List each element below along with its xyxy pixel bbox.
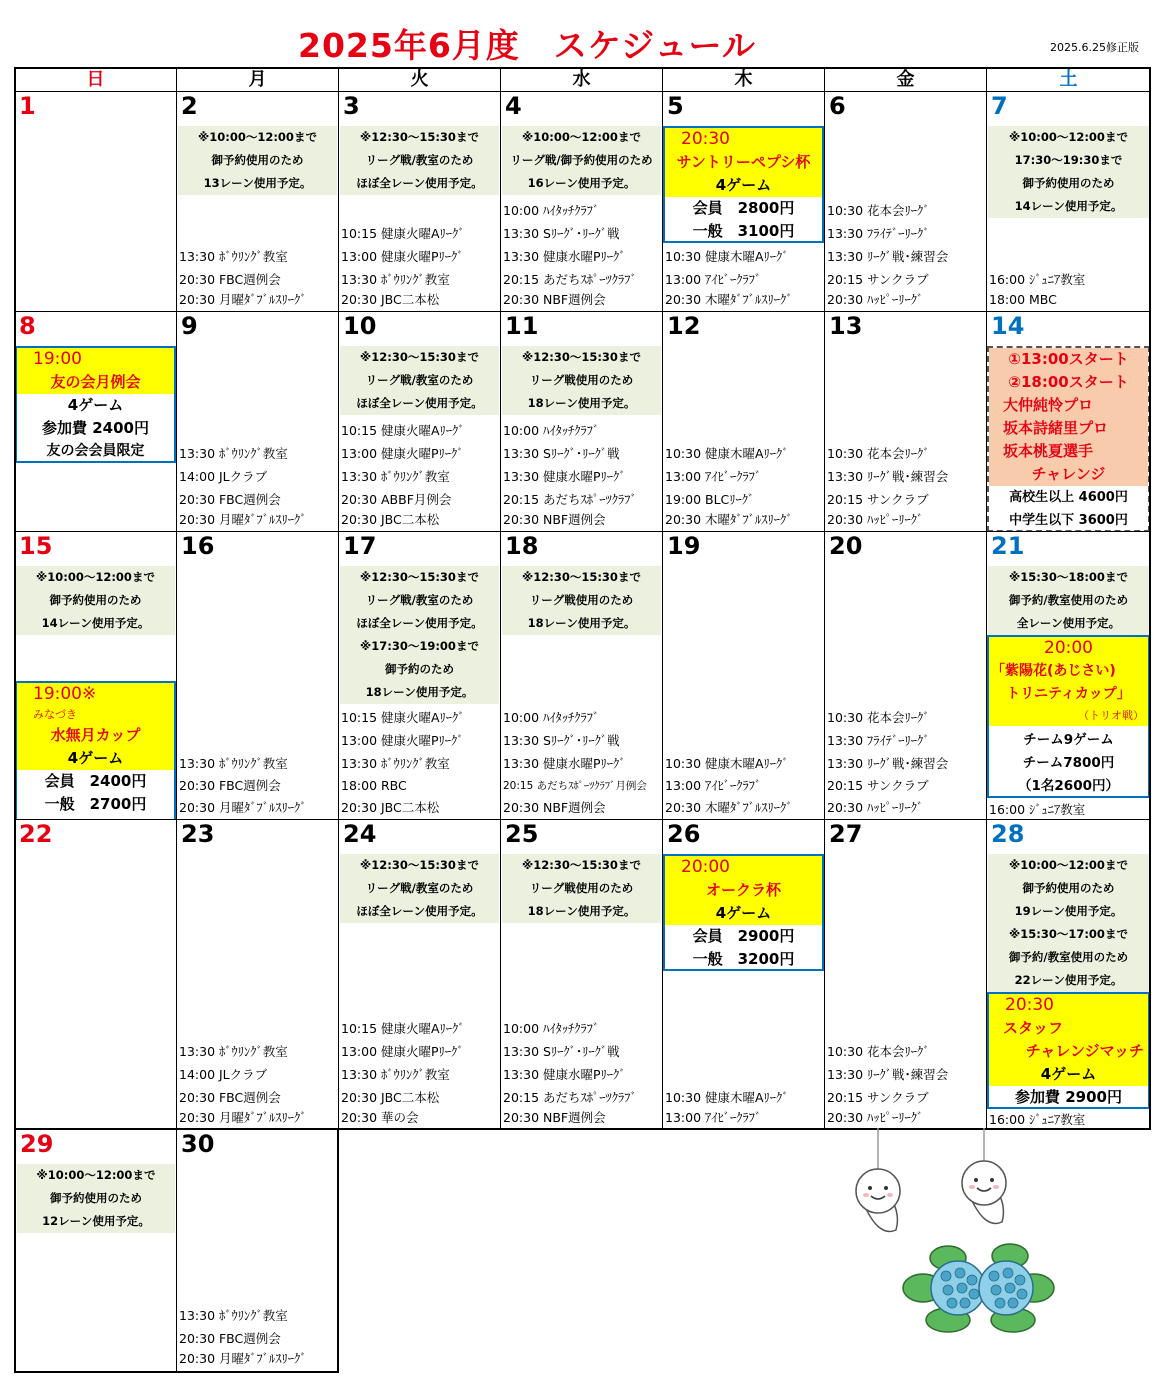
special-time: 20:30 — [681, 129, 730, 149]
note-line: 18レーン使用予定。 — [527, 904, 636, 918]
special-event-box[interactable] — [663, 854, 824, 971]
event-item: 14:00 JLクラブ — [179, 469, 268, 484]
weekday-thu: 木 — [662, 67, 825, 92]
event-item: 13:00 ｱｲﾋﾞｰｸﾗﾌﾞ — [665, 272, 762, 287]
event-item: 20:30 月曜ﾀﾞﾌﾞﾙｽﾘｰｸﾞ — [179, 1110, 307, 1125]
event-item: 13:00 健康火曜Pﾘｰｸﾞ — [341, 249, 464, 264]
event-item: 13:00 ｱｲﾋﾞｰｸﾗﾌﾞ — [665, 469, 762, 484]
day-cell[interactable] — [824, 91, 987, 312]
special-guest: 坂本詩緒里プロ — [1003, 419, 1109, 437]
event-item: 13:30 ﾎﾞｳﾘﾝｸﾞ教室 — [179, 249, 288, 264]
event-item: 16:00 ｼﾞｭﾆｱ教室 — [989, 802, 1086, 817]
day-number: 9 — [181, 312, 198, 340]
reservation-note — [340, 126, 499, 195]
day-cell[interactable] — [14, 1129, 177, 1373]
day-number: 29 — [20, 1130, 54, 1158]
weekday-mon: 月 — [176, 67, 339, 92]
reservation-note — [340, 346, 499, 415]
note-line: ※15:30～18:00まで — [1009, 570, 1128, 584]
day-cell[interactable] — [986, 819, 1151, 1130]
event-item: 10:30 健康木曜Aﾘｰｸﾞ — [665, 249, 789, 264]
note-line: ※17:30～19:00まで — [360, 639, 479, 653]
reservation-note — [988, 126, 1149, 218]
day-number: 6 — [829, 92, 846, 120]
event-item: 20:15 サンクラブ — [827, 778, 929, 793]
day-number: 3 — [343, 92, 360, 120]
teru-teru-bozu-left — [856, 1169, 900, 1231]
special-name: サントリーペプシ杯 — [676, 153, 811, 171]
event-item: 13:30 ﾎﾞｳﾘﾝｸﾞ教室 — [341, 469, 450, 484]
special-price-high: 高校生以上 4600円 — [1009, 490, 1128, 505]
day-number: 23 — [181, 820, 215, 848]
day-cell[interactable] — [500, 311, 663, 532]
note-line: 14レーン使用予定。 — [41, 616, 150, 630]
day-cell[interactable] — [338, 91, 501, 312]
note-line: 御予約使用のため — [1022, 176, 1115, 190]
event-item: 20:30 FBC週例会 — [179, 492, 281, 507]
hydrangea-icon — [903, 1244, 1054, 1332]
note-line: 12レーン使用予定。 — [42, 1214, 150, 1228]
special-games: 4ゲーム — [715, 176, 772, 194]
special-restriction: 友の会会員限定 — [46, 443, 145, 459]
day-cell[interactable] — [986, 311, 1151, 532]
day-cell[interactable] — [14, 91, 177, 312]
special-start-1: ①13:00スタート — [1008, 350, 1129, 368]
event-item: 10:30 健康木曜Aﾘｰｸﾞ — [665, 446, 789, 461]
day-number: 8 — [19, 312, 36, 340]
day-number: 10 — [343, 312, 377, 340]
event-item: 20:30 NBF週例会 — [503, 512, 606, 527]
event-item: 13:30 健康水曜Pﾘｰｸﾞ — [503, 756, 626, 771]
event-item: 20:15 あだちｽﾎﾟｰﾂｸﾗﾌﾞ月例会 — [503, 780, 647, 792]
special-guest: 大仲純怜プロ — [1003, 396, 1094, 414]
reservation-note — [178, 126, 337, 195]
note-line: 御予約のため — [385, 662, 454, 676]
event-item: 20:30 月曜ﾀﾞﾌﾞﾙｽﾘｰｸﾞ — [179, 292, 307, 307]
event-item: 20:30 NBF週例会 — [503, 292, 606, 307]
special-event-box[interactable] — [987, 346, 1150, 532]
note-line: 17:30～19:30まで — [1014, 153, 1123, 167]
day-number: 24 — [343, 820, 377, 848]
event-item: 13:30 ﾎﾞｳﾘﾝｸﾞ教室 — [179, 446, 288, 461]
day-cell[interactable] — [824, 531, 987, 820]
event-item: 10:15 健康火曜Aﾘｰｸﾞ — [341, 1021, 465, 1036]
note-line: 18レーン使用予定。 — [365, 685, 474, 699]
event-item: 13:00 ｱｲﾋﾞｰｸﾗﾌﾞ — [665, 1110, 762, 1125]
day-cell[interactable] — [14, 311, 177, 532]
event-item: 10:00 ﾊｲﾀｯﾁｸﾗﾌﾞ — [503, 423, 600, 438]
event-item: 19:00 BLCﾘｰｸﾞ — [665, 492, 755, 507]
event-item: 20:15 あだちｽﾎﾟｰﾂｸﾗﾌﾞ — [503, 492, 637, 507]
event-item: 20:30 JBC二本松 — [341, 292, 440, 307]
reservation-note — [502, 126, 661, 195]
weekday-wed: 水 — [500, 67, 663, 92]
event-item: 20:15 サンクラブ — [827, 492, 929, 507]
event-item: 10:30 花本会ﾘｰｸﾞ — [827, 710, 930, 725]
special-time: 20:00 — [1044, 638, 1093, 658]
note-line: リーグ戦使用のため — [529, 373, 634, 387]
event-item: 10:30 健康木曜Aﾘｰｸﾞ — [665, 756, 789, 771]
event-item: 13:30 健康水曜Pﾘｰｸﾞ — [503, 469, 626, 484]
note-line: リーグ戦使用のため — [529, 881, 634, 895]
day-cell[interactable] — [338, 819, 501, 1130]
weekday-sat: 土 — [986, 67, 1151, 92]
page-title: 2025年6月度 スケジュール — [298, 26, 756, 65]
revision-note: 2025.6.25修正版 — [1050, 41, 1139, 54]
event-item: 20:30 ABBF月例会 — [341, 492, 452, 507]
event-item: 20:30 NBF週例会 — [503, 800, 606, 815]
event-item: 10:30 花本会ﾘｰｸﾞ — [827, 203, 930, 218]
day-cell[interactable] — [500, 819, 663, 1130]
special-name: チャレンジ — [1031, 465, 1106, 483]
special-time: 19:00※ — [33, 684, 97, 704]
day-cell[interactable] — [338, 311, 501, 532]
special-games: 4ゲーム — [1040, 1065, 1097, 1083]
teru-teru-bozu-icon — [838, 1128, 1068, 1338]
day-cell[interactable] — [500, 91, 663, 312]
reservation-note — [502, 566, 661, 635]
event-item: 13:30 ﾎﾞｳﾘﾝｸﾞ教室 — [179, 1308, 288, 1323]
special-event-box[interactable] — [15, 346, 176, 463]
event-item: 13:30 ﾘｰｸﾞ戦･練習会 — [827, 249, 949, 264]
note-line: リーグ戦使用のため — [529, 593, 634, 607]
special-games: 4ゲーム — [67, 396, 124, 414]
day-cell[interactable] — [662, 819, 825, 1130]
special-event-box[interactable] — [987, 992, 1150, 1109]
special-price-general: 一般 3100円 — [692, 222, 795, 240]
note-line: ※12:30～15:30まで — [360, 350, 479, 364]
day-number: 20 — [829, 532, 863, 560]
event-item: 13:30 Sﾘｰｸﾞ･ﾘｰｸﾞ戦 — [503, 446, 620, 461]
event-item: 10:30 花本会ﾘｰｸﾞ — [827, 1044, 930, 1059]
note-line: ※12:30～15:30まで — [360, 858, 479, 872]
event-item: 10:00 ﾊｲﾀｯﾁｸﾗﾌﾞ — [503, 1021, 600, 1036]
event-item: 13:30 ﾘｰｸﾞ戦･練習会 — [827, 469, 949, 484]
event-item: 20:30 華の会 — [341, 1110, 419, 1125]
special-price-junior: 中学生以下 3600円 — [1009, 513, 1128, 528]
special-price-team: チーム7800円 — [1022, 755, 1115, 771]
special-games: 4ゲーム — [715, 904, 772, 922]
note-line: 22レーン使用予定。 — [1014, 973, 1123, 987]
day-number: 21 — [991, 532, 1025, 560]
event-item: 20:15 あだちｽﾎﾟｰﾂｸﾗﾌﾞ — [503, 272, 637, 287]
note-line: ほぼ全レーン使用予定。 — [356, 904, 483, 918]
note-line: ほぼ全レーン使用予定。 — [356, 396, 483, 410]
event-item: 20:30 JBC二本松 — [341, 1090, 440, 1105]
note-line: ※12:30～15:30まで — [522, 570, 641, 584]
weekday-tue: 火 — [338, 67, 501, 92]
day-number: 14 — [991, 312, 1025, 340]
event-item: 20:30 ﾊｯﾋﾟｰﾘｰｸﾞ — [827, 800, 924, 815]
special-name: オークラ杯 — [705, 881, 781, 899]
event-item: 20:30 ﾊｯﾋﾟｰﾘｰｸﾞ — [827, 1110, 924, 1125]
day-number: 11 — [505, 312, 539, 340]
event-item: 20:30 JBC二本松 — [341, 512, 440, 527]
event-item: 20:30 木曜ﾀﾞﾌﾞﾙｽﾘｰｸﾞ — [665, 800, 793, 815]
event-item: 18:00 MBC — [989, 292, 1057, 307]
note-line: ※10:00～12:00まで — [522, 130, 641, 144]
note-line: 18レーン使用予定。 — [527, 616, 636, 630]
event-item: 20:30 月曜ﾀﾞﾌﾞﾙｽﾘｰｸﾞ — [179, 800, 307, 815]
event-item: 20:30 ﾊｯﾋﾟｰﾘｰｸﾞ — [827, 292, 924, 307]
special-price-person: （1名2600円） — [1018, 778, 1119, 794]
day-cell[interactable] — [176, 91, 339, 312]
day-number: 19 — [667, 532, 701, 560]
note-line: 御予約使用のため — [211, 153, 304, 167]
event-item: 10:30 花本会ﾘｰｸﾞ — [827, 446, 930, 461]
note-line: ※10:00～12:00まで — [1009, 130, 1128, 144]
special-price: 参加費 2900円 — [1015, 1088, 1122, 1106]
note-line: ※15:30～17:00まで — [1009, 927, 1128, 941]
day-cell[interactable] — [14, 531, 177, 820]
special-name: トリニティカップ」 — [1006, 686, 1131, 702]
event-item: 13:30 ﾌﾗｲﾃﾞｰﾘｰｸﾞ — [827, 733, 930, 748]
day-cell[interactable] — [986, 91, 1151, 312]
day-cell[interactable] — [824, 311, 987, 532]
event-item: 13:30 ﾘｰｸﾞ戦･練習会 — [827, 756, 949, 771]
weekday-fri: 金 — [824, 67, 987, 92]
event-item: 16:00 ｼﾞｭﾆｱ教室 — [989, 272, 1086, 287]
event-item: 20:30 月曜ﾀﾞﾌﾞﾙｽﾘｰｸﾞ — [179, 1351, 307, 1366]
event-item: 10:00 ﾊｲﾀｯﾁｸﾗﾌﾞ — [503, 203, 600, 218]
special-price-member: 会員 2900円 — [692, 927, 795, 945]
weekday-sun: 日 — [14, 67, 177, 92]
note-line: ※10:00～12:00まで — [1009, 858, 1128, 872]
day-cell[interactable] — [662, 91, 825, 312]
reservation-note — [340, 566, 499, 704]
reservation-note — [340, 854, 499, 923]
event-item: 13:30 ﾎﾞｳﾘﾝｸﾞ教室 — [179, 1044, 288, 1059]
special-name: 友の会月例会 — [50, 373, 141, 391]
event-item: 18:00 RBC — [341, 778, 407, 793]
day-cell[interactable] — [500, 531, 663, 820]
event-item: 10:30 健康木曜Aﾘｰｸﾞ — [665, 1090, 789, 1105]
note-line: 御予約使用のため — [50, 1191, 142, 1205]
special-event-box[interactable] — [15, 681, 176, 820]
special-games: 4ゲーム — [67, 749, 124, 767]
event-item: 13:00 健康火曜Pﾘｰｸﾞ — [341, 733, 464, 748]
event-item: 20:30 ﾊｯﾋﾟｰﾘｰｸﾞ — [827, 512, 924, 527]
event-item: 20:15 あだちｽﾎﾟｰﾂｸﾗﾌﾞ — [503, 1090, 637, 1105]
event-item: 13:00 健康火曜Pﾘｰｸﾞ — [341, 446, 464, 461]
note-line: ※10:00～12:00まで — [36, 1168, 156, 1182]
day-cell[interactable] — [662, 311, 825, 532]
day-number: 25 — [505, 820, 539, 848]
note-line: ※12:30～15:30まで — [360, 570, 479, 584]
note-line: 御予約/教室使用のため — [1008, 950, 1129, 964]
event-item: 20:30 JBC二本松 — [341, 800, 440, 815]
note-line: リーグ戦/教室のため — [365, 153, 474, 167]
special-price-general: 一般 3200円 — [692, 950, 795, 968]
reservation-note — [988, 854, 1149, 992]
day-number: 28 — [991, 820, 1025, 848]
day-number: 7 — [991, 92, 1008, 120]
event-item: 13:30 ﾎﾞｳﾘﾝｸﾞ教室 — [179, 756, 288, 771]
event-item: 13:30 ﾎﾞｳﾘﾝｸﾞ教室 — [341, 272, 450, 287]
special-price: 参加費 2400円 — [42, 419, 149, 437]
reservation-note — [502, 854, 661, 923]
note-line: 14レーン使用予定。 — [1014, 199, 1123, 213]
note-line: 13レーン使用予定。 — [203, 176, 312, 190]
day-cell[interactable] — [176, 311, 339, 532]
note-line: 18レーン使用予定。 — [527, 396, 636, 410]
note-line: リーグ戦/御予約使用のため — [510, 153, 653, 167]
special-name: 「紫陽花(あじさい) — [991, 663, 1116, 679]
special-price-member: 会員 2400円 — [44, 772, 147, 790]
event-item: 13:30 ﾎﾞｳﾘﾝｸﾞ教室 — [341, 1067, 450, 1082]
event-item: 20:30 月曜ﾀﾞﾌﾞﾙｽﾘｰｸﾞ — [179, 512, 307, 527]
event-item: 20:15 サンクラブ — [827, 272, 929, 287]
day-number: 2 — [181, 92, 198, 120]
day-number: 12 — [667, 312, 701, 340]
day-number: 30 — [181, 1130, 215, 1158]
event-item: 20:30 FBC週例会 — [179, 1331, 281, 1346]
event-item: 20:30 FBC週例会 — [179, 778, 281, 793]
note-line: ※10:00～12:00まで — [198, 130, 317, 144]
special-name: スタッフ — [1003, 1019, 1064, 1037]
event-item: 10:15 健康火曜Aﾘｰｸﾞ — [341, 423, 465, 438]
reservation-note — [17, 1164, 175, 1233]
event-item: 13:30 ﾌﾗｲﾃﾞｰﾘｰｸﾞ — [827, 226, 930, 241]
note-line: リーグ戦/教室のため — [365, 373, 474, 387]
special-price-member: 会員 2800円 — [692, 199, 795, 217]
special-format: （トリオ戦） — [1078, 709, 1144, 722]
event-item: 13:30 Sﾘｰｸﾞ･ﾘｰｸﾞ戦 — [503, 226, 620, 241]
event-item: 10:15 健康火曜Aﾘｰｸﾞ — [341, 226, 465, 241]
event-item: 10:00 ﾊｲﾀｯﾁｸﾗﾌﾞ — [503, 710, 600, 725]
note-line: 全レーン使用予定。 — [1016, 616, 1121, 630]
day-number: 16 — [181, 532, 215, 560]
note-line: ※12:30～15:30まで — [522, 858, 641, 872]
day-number: 1 — [19, 92, 36, 120]
special-start-2: ②18:00スタート — [1008, 373, 1129, 391]
note-line: ※12:30～15:30まで — [522, 350, 641, 364]
day-number: 4 — [505, 92, 522, 120]
event-item: 13:30 健康水曜Pﾘｰｸﾞ — [503, 1067, 626, 1082]
event-item: 20:15 サンクラブ — [827, 1090, 929, 1105]
special-games: チーム9ゲーム — [1023, 732, 1114, 748]
special-guest: 坂本桃夏選手 — [1003, 442, 1094, 460]
reservation-note — [988, 566, 1149, 635]
note-line: 御予約/教室使用のため — [1008, 593, 1129, 607]
day-number: 17 — [343, 532, 377, 560]
day-cell[interactable] — [338, 531, 501, 820]
day-cell[interactable] — [176, 819, 339, 1130]
day-number: 15 — [19, 532, 53, 560]
event-item: 20:30 NBF週例会 — [503, 1110, 606, 1125]
event-item: 13:00 ｱｲﾋﾞｰｸﾗﾌﾞ — [665, 778, 762, 793]
note-line: ほぼ全レーン使用予定。 — [356, 176, 483, 190]
special-reading: みなづき — [33, 708, 77, 721]
event-item: 20:30 木曜ﾀﾞﾌﾞﾙｽﾘｰｸﾞ — [665, 512, 793, 527]
day-cell[interactable] — [14, 819, 177, 1130]
event-item: 13:30 Sﾘｰｸﾞ･ﾘｰｸﾞ戦 — [503, 1044, 620, 1059]
day-cell[interactable] — [176, 1129, 339, 1373]
day-cell[interactable] — [986, 531, 1151, 820]
event-item: 14:00 JLクラブ — [179, 1067, 268, 1082]
note-line: 19レーン使用予定。 — [1014, 904, 1123, 918]
note-line: ほぼ全レーン使用予定。 — [356, 616, 483, 630]
day-cell[interactable] — [824, 819, 987, 1130]
day-number: 13 — [829, 312, 863, 340]
event-item: 20:30 木曜ﾀﾞﾌﾞﾙｽﾘｰｸﾞ — [665, 292, 793, 307]
event-item: 10:15 健康火曜Aﾘｰｸﾞ — [341, 710, 465, 725]
special-name: チャレンジマッチ — [1025, 1042, 1144, 1060]
day-cell[interactable] — [176, 531, 339, 820]
special-price-general: 一般 2700円 — [44, 795, 147, 813]
event-item: 20:30 FBC週例会 — [179, 1090, 281, 1105]
day-number: 18 — [505, 532, 539, 560]
event-item: 13:00 健康火曜Pﾘｰｸﾞ — [341, 1044, 464, 1059]
reservation-note — [16, 566, 175, 635]
special-event-box[interactable] — [987, 635, 1150, 798]
note-line: リーグ戦/教室のため — [365, 593, 474, 607]
day-number: 26 — [667, 820, 701, 848]
day-cell[interactable] — [662, 531, 825, 820]
note-line: リーグ戦/教室のため — [365, 881, 474, 895]
special-time: 19:00 — [33, 349, 82, 369]
note-line: 16レーン使用予定。 — [527, 176, 636, 190]
note-line: ※12:30～15:30まで — [360, 130, 479, 144]
note-line: 御予約使用のため — [1022, 881, 1115, 895]
special-time: 20:30 — [1005, 995, 1054, 1015]
event-item: 20:30 FBC週例会 — [179, 272, 281, 287]
event-item: 16:00 ｼﾞｭﾆｱ教室 — [989, 1112, 1086, 1127]
event-item: 13:30 ﾎﾞｳﾘﾝｸﾞ教室 — [341, 756, 450, 771]
special-time: 20:00 — [681, 857, 730, 877]
event-item: 13:30 健康水曜Pﾘｰｸﾞ — [503, 249, 626, 264]
special-name: 水無月カップ — [50, 726, 141, 744]
day-number: 22 — [19, 820, 53, 848]
day-number: 5 — [667, 92, 684, 120]
special-event-box[interactable] — [663, 126, 824, 243]
note-line: ※10:00～12:00まで — [36, 570, 155, 584]
reservation-note — [502, 346, 661, 415]
day-number: 27 — [829, 820, 863, 848]
teru-teru-bozu-right — [962, 1161, 1006, 1223]
note-line: 御予約使用のため — [49, 593, 142, 607]
event-item: 13:30 ﾘｰｸﾞ戦･練習会 — [827, 1067, 949, 1082]
event-item: 13:30 Sﾘｰｸﾞ･ﾘｰｸﾞ戦 — [503, 733, 620, 748]
